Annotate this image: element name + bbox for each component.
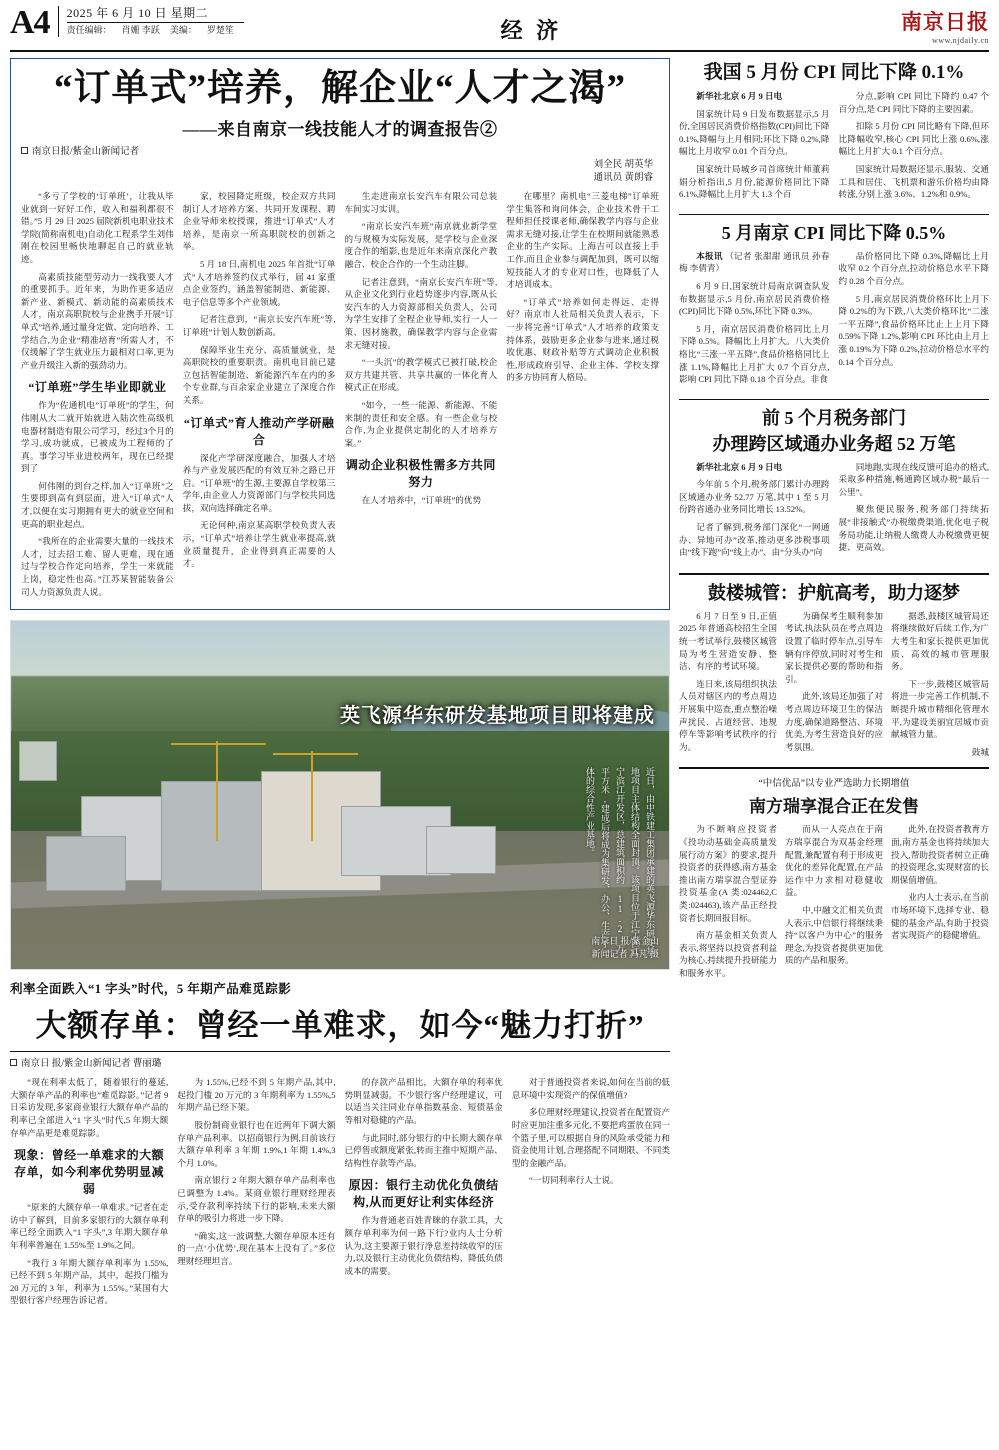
cpi-national-headline: 我国 5 月份 CPI 同比下降 0.1% <box>703 62 965 83</box>
paragraph: 6 月 7 日至 9 日,正值 2025 年普通高校招生全国统一考试举行,鼓楼区城管局为考生营造安静、整洁、有序的考试环境。 <box>679 610 777 672</box>
paragraph: 5 月,南京居民消费价格环比上月下降 0.2%的为下跌,八大类价格环比“二涨一平五降”,食品价格环比止上上月下降 0.59%下降 1.2%,影响 CPI 环比由上月上涨 0.19%为下降 0.2%,拉动价格总水平约 0.14 个百分点。 <box>838 293 989 367</box>
lead-headline: “订单式”培养，解企业“人才之渴” <box>54 68 626 109</box>
paragraph: “原来的大额存单一单难求。”记者在走访中了解到，目前多家银行的大额存单利率已经全面跌入“1 字头”,3 年期大额存单年利率普遍在 1.55%至 1.9%之间。 <box>10 1202 169 1250</box>
chengguan-col-1 <box>679 610 777 759</box>
lead-col-4 <box>506 190 659 603</box>
paragraph: 作为普通老百姓青睐的存款工具，大额存单利率为何一路下行?业内人士分析认为,这主要源于银行净息差持续收窄的压力,以及银行主动优化负债结构、降低负债成本的需要。 <box>344 1215 503 1276</box>
paragraph: 今年前 5 个月,税务部门累计办理跨区域通办业务 52.77 万笔,其中 1 至 5 月份跨省通办业务同比增长 13.52%。 <box>679 479 830 515</box>
paragraph: 南方基金相关负责人表示,将坚持以投资者利益为核心,持续提升投研能力和服务水平。 <box>679 930 777 978</box>
date-block <box>58 6 244 37</box>
paragraph: 为不断响应投资者《投功动基础金高质量发展行动方案》的要求,提升投资者的获得感,南方基金推出南方瑞享混合型证券投资基金(A 类:024462,C 类:024463),该产品正经投资者长期回报目标。 <box>679 824 777 923</box>
photo-credit-line2: 新闻记者 冯芃 摄 <box>591 949 659 960</box>
paragraph: 业内人士表示,在当前市场环境下,选择专业、稳健的基金产品,有助于投资者实现资产的稳健增值。 <box>891 892 989 941</box>
paragraph: “多亏了学校的‘订单班’，让我从毕业就到一好好工作，收入和福利都很不错。”5 月 29 日 2025 届院新机电职业技术学院(简称南机电)自动化工程系学生刘伟刚在校园里畅快地聊起自己的就业轨迹。 <box>21 191 174 264</box>
paragraph: “订单式”培养如何走得远、走得好？南京市人社局相关负责人表示，下一步将完善“订单式”人才培养的政策支持体系，鼓励更多企业参与进来,通过税收优惠、财政补贴等方式调动企业积极性,形成政府引导、企业主体、学校支撑的多方协同育人格局。 <box>506 296 659 383</box>
photo-crane-arm <box>171 743 266 745</box>
paragraph: 保障毕业生充分、高质量就业，是高职院校的重要职责。南机电目前已建立包括智能制造、新能源汽车在内的多个专业群,与百余家企业建立了深度合作关系。 <box>182 344 336 405</box>
photo-credit-line1: 南京日 报/紫金山 <box>591 936 659 947</box>
paragraph: 高素质技能型劳动力一线我要人才的重要抓手。近年来，为助作更多适应新产业、新模式、新动能的高素质技术人才，南京高职院校与企业携手开展“订单式”培养,通过量身定做、定向培养、工学结合,为企业“精准培育”所需人才，不仅缓解了学生就业压力最相对口率,更为产业升级注入新的强劲动力。 <box>21 271 174 370</box>
chengguan-col-2 <box>785 610 883 759</box>
source-line <box>679 250 830 275</box>
tax-col-2 <box>839 461 990 564</box>
cpi-national-columns <box>679 90 989 206</box>
lead-col-1 <box>21 190 174 603</box>
divider <box>10 1051 670 1052</box>
lead-col-3 <box>345 190 498 603</box>
chengguan-headline: 鼓楼城管：护航高考，助力逐梦 <box>708 582 960 603</box>
tax-headline-line2: 办理跨区域通办业务超 52 万笔 <box>712 433 956 454</box>
paragraph: 分点,影响 CPI 同比下降约 0.47 个百分点,是 CPI 同比下降的主要因素。 <box>838 91 989 114</box>
finance-columns <box>10 1076 670 1312</box>
left-column <box>10 58 670 1312</box>
finance-col-1 <box>10 1076 168 1312</box>
square-bullet-icon <box>10 1059 17 1066</box>
photo-crane-arm <box>273 753 358 755</box>
cpi-nanjing-article <box>679 221 989 391</box>
paragraph: 为确保考生顺利参加考试,执法队员在考点周边设置了临时停车点,引导车辆有序停放,同时对考生和家长提供必要的帮助和指引。 <box>785 610 883 684</box>
paragraph: 股份制商业银行也在近两年下调大额存单产品利率。以招商银行为例,目前该行大额存单利率 3 年期 1.9%,1 年期 1.4%,3 个月 1.0%。 <box>177 1120 336 1168</box>
divider <box>679 573 989 575</box>
masthead <box>10 6 989 52</box>
lead-byline <box>21 146 659 185</box>
paragraph: 在人才培养中，“订单班”的优势 <box>361 495 482 506</box>
source-text: 本报讯 <box>696 250 723 261</box>
newspaper-brand <box>819 6 989 45</box>
lead-body-columns <box>21 190 659 603</box>
photo-crane <box>311 751 313 841</box>
lead-subheadline: ——来自南京一线技能人才的调查报告② <box>182 120 498 139</box>
paragraph: 何伟刚的到台之样,加入“订单班”之生要即到高有到层面，进入“订单式”人才,以便在实习期拥有更大的就业空间和更高的职业起点。 <box>21 480 174 529</box>
paragraph: 国家统计局数据还显示,服装、交通工具和居住、飞机票和游乐价格均由降转涨,分别上涨 3.6%、1.2%和 0.9%。 <box>838 163 989 200</box>
editor-names: 肖姗 李跃 <box>121 25 160 35</box>
paragraph: 无论何种,南京某高职学校负责人表示，“订单式”培养让学生就业率提高,就业质量提升，企业得到真正需要的人才。 <box>182 520 336 569</box>
paragraph: 品价格同比下降 0.3%,降幅比上月收窄 0.2 个百分点,拉动价格总水平下降约 0.28 个百分点。 <box>838 250 989 286</box>
fund-col-2 <box>785 823 883 984</box>
finance-subhead-1: 现象：曾经一单难求的大额存单，如今利率优势明显减弱 <box>14 1148 165 1197</box>
paragraph: 聚焦便民服务,税务部门持续拓展“非接触式”办税缴费渠道,优化电子税务局功能,让纳税人缴费人办税缴费更便捷、更高效。 <box>838 504 989 553</box>
cpi-nanjing-col-1 <box>679 250 830 391</box>
paragraph: “现在利率太低了，随着银行的蔓延,大额存单产品的利率也”难觅踪影。”记者 9 日采访发现,多家商业银行大额存单产品的利率已全部进入“1 字头”时代,5 年期大额存单产品更是难觅踪影。 <box>10 1077 169 1138</box>
credits-line <box>67 22 244 37</box>
lead-col-2 <box>183 190 336 603</box>
paragraph: “如今，一些一能源、新能源、不能来制的责任和安全感。有一些企业与校合作,为企业提供定制化的人才培养方案。” <box>344 399 498 448</box>
finance-headline: 大额存单：曾经一单难求，如今“魅力打折” <box>35 1008 645 1044</box>
paragraph: 5 月 18 日,南机电 2025 年首批“订单式”人才培养签约仪式举行，届 41 家重点企业签约，涵盖智能制造、新能源、电子信息等多个产业领域。 <box>182 258 336 307</box>
paragraph: “我所在的企业需要大量的一线技术人才，过去招工难、留人更难，现在通过与学校合作定向培养，学生一来就能上岗，稳定性也高。”江苏某智能装备公司人力资源负责人说。 <box>21 536 174 597</box>
finance-byline-text: 南京日 报/紫金山新闻记者 曹丽璐 <box>21 1059 162 1070</box>
dateline-text: 新华社北京 6 月 9 日电 <box>696 91 783 101</box>
finance-article <box>10 979 670 1312</box>
paragraph: “我行 3 年期大额存单利率为 1.55%,已经不到 5 年期产品，其中，起投门槛为 20 万元的 3 年，利率为 1.55%。”某国有大型银行客户经理告诉记者。 <box>10 1257 169 1306</box>
chengguan-columns <box>679 610 989 759</box>
paragraph: 记者注意到，“南京长安汽车班”等,从企业文化到行业趋势逐步内容,既从长安汽车的人力资源部相关负责人，公司为学生安排了全程企业导师,实行一人一策、因材施教，确保教学内容与企业需求无缝对接。 <box>344 276 498 350</box>
paragraph: 深化产学研深度融合，加强人才培养与产业发展匹配的有效互补之路已开启。“订单班”的生源,主要源自学校第三学年,由企业人力资源部门与学校共同选拔，双向选择确定名单。 <box>182 452 336 513</box>
chengguan-article <box>679 581 989 759</box>
divider <box>679 214 989 215</box>
paragraph: 此外,在投资者教育方面,南方基金也将持续加大投入,帮助投资者树立正确的投资理念,实现财富的长期保值增值。 <box>891 824 989 885</box>
paragraph: 国家统计局 9 日发布数据显示,5 月份,全国居民消费价格指数(CPI)同比下降 0.1%,降幅与上月相同;环比下降 0.2%,降幅比上月收窄 0.01 个百分点。 <box>679 108 830 157</box>
cpi-nanjing-headline: 5 月南京 CPI 同比下降 0.5% <box>721 222 947 243</box>
photo-headline: 英飞源华东研发基地项目即将建成 <box>340 705 655 728</box>
designer-label: 美编： <box>169 25 197 35</box>
brand-website: www.njdaily.cn <box>931 36 989 45</box>
byline-text: （记者 张甜甜 通讯员 孙春梅 李倩青） <box>679 250 830 274</box>
paragraph: 与此同时,部分银行的中长期大额存单已停售或额度紧张,转而主推中短期产品、结构性存款等产品。 <box>344 1132 503 1168</box>
paragraph: 生走进南京长安汽车有限公司总装车间实习实训。 <box>344 191 498 214</box>
chengguan-signature: 鼓城 <box>971 746 989 757</box>
fund-columns <box>679 823 989 984</box>
paragraph: 为 1.55%,已经不到 5 年期产品,其中,起投门槛 20 万元的 3 年期利率为 1.55%,5 年期产品已经下架。 <box>177 1077 336 1113</box>
finance-col-2 <box>177 1076 335 1312</box>
brand-logo: 南京日报 <box>901 10 989 34</box>
lead-byline-names: 刘全民 胡英华 <box>593 160 653 170</box>
paragraph: 在哪里？南机电“三菱电梯”订单班学生集答和询问体会，企业技术骨干工程师担任授课老师,确保教学内容与企业需求无缝对接,让学生在校期间就能熟悉企业的生产实际。上海吉可以直接上手工作,而且企业参与调配加到，既可以缩短技能人才的专业对口性，也降低了人才培训成本。 <box>506 191 659 290</box>
divider <box>679 399 989 400</box>
cpi-nanjing-columns <box>679 250 989 391</box>
paragraph: 据悉,鼓楼区城管局还将继续做好后续工作,为广大考生和家长提供更加优质、高效的城市管理服务。 <box>891 610 989 672</box>
lead-byline-text: 南京日报/紫金山新闻记者 <box>32 147 140 157</box>
photo-building <box>426 826 496 874</box>
finance-kicker: 利率全面跌入“1 字头”时代，5 年期产品难觅踪影 <box>10 982 292 997</box>
paragraph: 家，校园降定班级，校企双方共同制订人才培养方案、共同开发课程、聘企业导师来校授课，推进“订单式”人才培养，是南京一所高职院校的创新之举。 <box>182 191 336 252</box>
photo-building <box>46 836 126 891</box>
photo-caption-text: 近日，由中铁建工集团承建的英飞源华东研发基地项目主体结构全面封顶。该项目位于江宁区江宁滨江开发区，总建筑面积约 11.2 万平方米,建成后将成为集研发、办公、生产于一体的综合性产业基地。 <box>585 767 655 958</box>
cpi-national-col-1 <box>679 90 830 206</box>
cpi-national-article <box>679 60 989 206</box>
square-bullet-icon <box>21 147 28 154</box>
paragraph: 扣除 5 月份 CPI 同比略有下降,但环比降幅收窄,核心 CPI 同比上涨 0.6%,涨幅比上月扩大 0.1 个百分点。 <box>838 121 989 157</box>
paragraph: 对于普通投资者来说,如何在当前的低息环境中实现资产的保值增值? <box>511 1077 670 1100</box>
finance-col-3 <box>345 1076 503 1312</box>
publication-date: 2025 年 6 月 10 日 星期二 <box>66 6 209 20</box>
paragraph: “一头沉”的教学模式已被打破,校企双方共建共管、共享共赢的一体化育人模式正在形成。 <box>344 357 498 393</box>
tax-headline-line1: 前 5 个月税务部门 <box>762 407 906 428</box>
page-folio: A4 <box>10 4 50 41</box>
paragraph: 连日来,该局组织执法人员对辖区内的考点周边开展集中巡查,重点整治噪声扰民、占道经营、违规停车等影响考试秩序的行为。 <box>679 678 777 752</box>
designer-name: 罗楚笙 <box>206 25 234 35</box>
paragraph: 的存款产品相比，大额存单的利率优势明显减弱。不少银行客户经理建议，可以适当关注同业存单指数基金、短债基金等相对稳健的产品。 <box>344 1077 503 1125</box>
lead-subhead-1: “订单班”学生毕业即就业 <box>28 380 167 395</box>
dateline <box>679 90 830 103</box>
lead-subhead-2: “订单式”育人推动产学研融合 <box>183 415 335 447</box>
paragraph: “一切同利率行人士说。 <box>528 1175 619 1186</box>
finance-subhead-2: 原因：银行主动优化负债结构,从而更好让利实体经济 <box>348 1178 499 1210</box>
fund-kicker: “中信优品”以专业严选助力长期增值 <box>758 779 910 790</box>
paragraph: 作为“佐通机电”订单班”的学生，何伟刚从大二就开始就进入陆次性高级机电器材制造有限公司学习，经过3个月的学习,成功就成，已被成为工程师的了真。事学习毕业进校两年，现在已经提到了 <box>21 400 174 474</box>
photo-credit <box>591 935 659 961</box>
chengguan-col-3 <box>891 610 989 759</box>
paragraph: 此外,该局还加强了对考点周边环境卫生的保洁力度,确保道路整洁、环境优美,为考生营造良好的应考氛围。 <box>785 691 883 752</box>
cpi-nanjing-col-2 <box>839 250 990 391</box>
paragraph: 记者了解到,税务部门深化“一网通办、异地可办”改革,推动更多涉税事项由“线下跑”向“线上办”、由“分头办”向 <box>679 522 830 558</box>
paragraph: “确实,这一波调整,大额存单原本还有的一点‘小优势’,现在基本上没有了。”多位理财经理坦言。 <box>177 1230 336 1266</box>
fund-col-3 <box>891 823 989 984</box>
cpi-national-col-2 <box>839 90 990 206</box>
lead-article <box>10 58 670 610</box>
section-title: 经 济 <box>500 18 563 43</box>
tax-article <box>679 406 989 564</box>
fund-col-1 <box>679 823 777 984</box>
fund-article <box>679 775 989 984</box>
finance-byline <box>10 1058 670 1071</box>
divider <box>679 767 989 769</box>
paragraph: 南京银行 2 年期大额存单产品利率也已调整为 1.4%。某商业银行理财经理表示,受存款利率持续下行的影响,未来大额存单的吸引力将进一步下降。 <box>177 1175 336 1224</box>
dateline <box>679 461 830 474</box>
right-column <box>679 58 989 1312</box>
photo-building <box>19 741 57 781</box>
paragraph: 5 月，南京居民消费价格同比上月下降 0.5%。降幅比上月扩大。八大类价格比“三涨一平五降”,食品价格格同比上涨 1.1%,降幅比上月扩大 0.7 个百分点,影响 CPI 同比下降 0.18 个百分点。非食 <box>679 323 830 385</box>
paragraph: 而从一人亮点在于南方瑞享混合为双基金经理配置,兼配置有利于形成更优化的差异化配置,在产品运作中力求相对稳健收益。 <box>785 824 883 898</box>
photo-crane <box>216 741 218 841</box>
paragraph: 国家统计局城乡司首席统计师董莉娟分析指出,5 月份,能源价格同比下降 6.1%,降幅比上月扩大 1.3 个百 <box>679 163 830 200</box>
fund-headline: 南方瑞享混合正在发售 <box>749 797 919 817</box>
paragraph: 6 月 9 日,国家统计局南京调查队发布数据显示,5 月份,南京居民消费价格(CPI)同比下降 0.5%,环比下降 0.3%。 <box>679 280 830 317</box>
paragraph: 记者注意到，“南京长安汽车班”等,订单班”计划人数创新高。 <box>182 314 336 337</box>
paragraph: 中,中融文汇相关负责人表示,中信银行将继续秉持“以客户为中心”的服务理念,为投资者提供更加优质的产品和服务。 <box>785 904 883 966</box>
paragraph: “南京长安汽车班”南京就业新学堂的与规模为实际发展，是学校与企业深度合作的缩影,也是近年来南京深化产教融合、校企合作的一个生动注脚。 <box>344 221 498 269</box>
dateline-text: 新华社北京 6 月 9 日电 <box>696 461 783 472</box>
lead-subhead-3: 调动企业积极性需多方共同努力 <box>345 458 496 490</box>
paragraph: 下一步,鼓楼区城管局将进一步完善工作机制,不断提升城市精细化管理水平,为建设美丽宜居城市贡献城管力量。 <box>891 678 989 740</box>
finance-col-4 <box>512 1076 670 1312</box>
tax-columns <box>679 461 989 564</box>
lead-byline-names2: 通讯员 黄朗睿 <box>593 173 653 183</box>
paragraph: 多位理财经理建议,投资者在配置资产时应更加注重多元化,不要把鸡蛋放在同一个篮子里,可以根据自身的风险承受能力和资金使用计划,合理搭配不同期限、不同类型的金融产品。 <box>511 1107 670 1168</box>
paragraph: 同地跑,实现在线反馈可追办的格式,采取多种措施,畅通跨区域办税“最后一公里”。 <box>838 461 989 497</box>
editor-label: 责任编辑： <box>66 25 112 35</box>
feature-photo <box>10 620 670 970</box>
tax-col-1 <box>679 461 830 564</box>
